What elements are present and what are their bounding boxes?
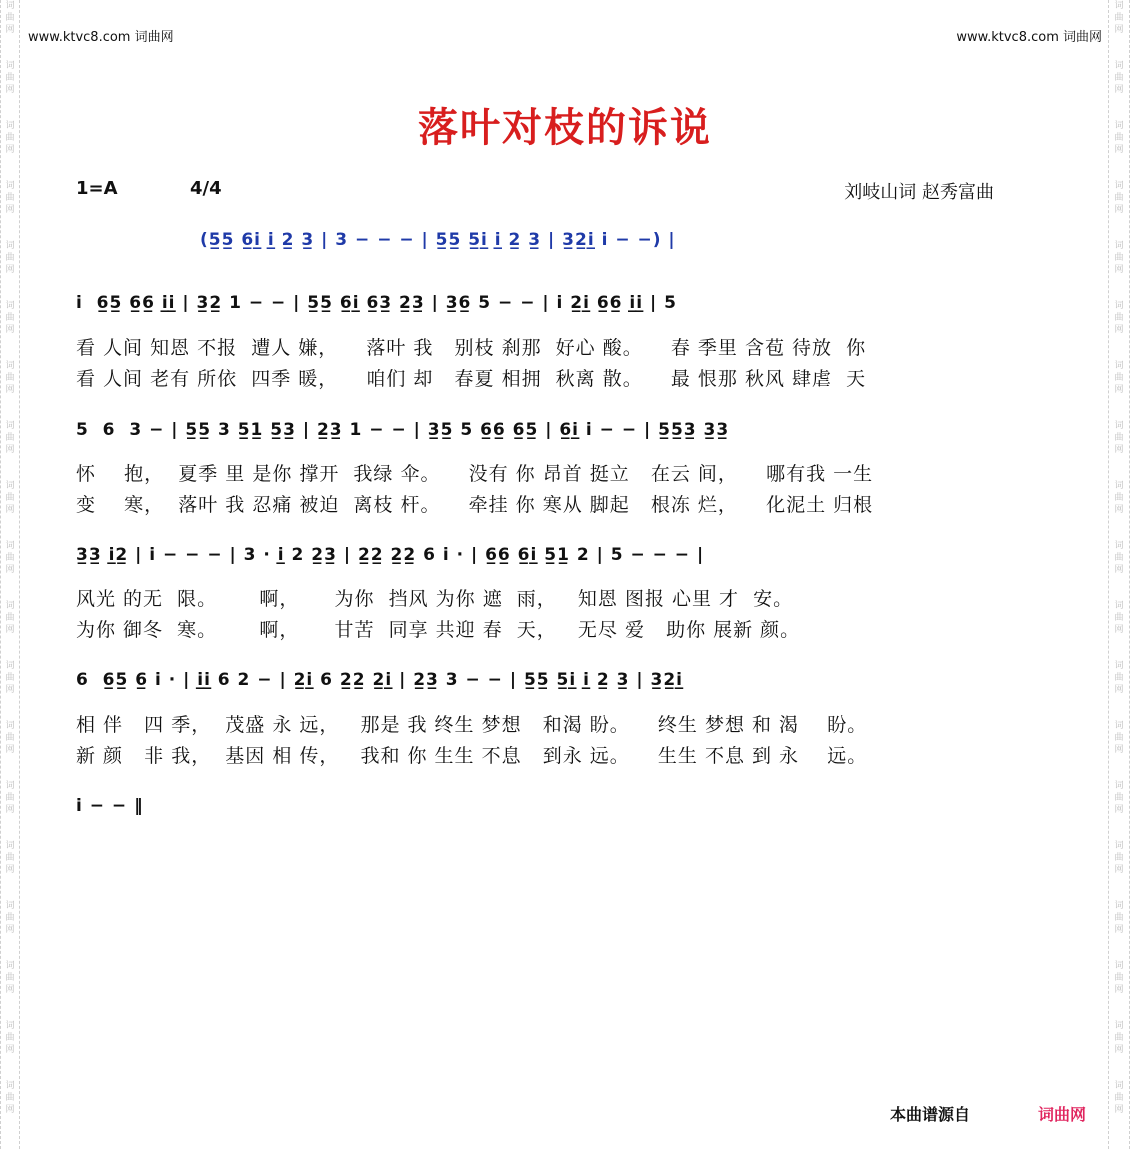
watermark-glyph: 曲 bbox=[1114, 253, 1124, 263]
watermark-glyph-group bbox=[1114, 60, 1123, 96]
watermark-glyph: 曲 bbox=[1114, 853, 1124, 863]
site-watermark-right: www.ktvc8.com 词曲网 bbox=[956, 30, 1102, 45]
watermark-glyph: 曲 bbox=[5, 193, 15, 203]
watermark-glyph: 网 bbox=[5, 505, 15, 515]
watermark-glyph-group bbox=[5, 600, 14, 636]
watermark-glyph: 词 bbox=[5, 1081, 15, 1091]
watermark-glyph: 网 bbox=[1114, 505, 1124, 515]
watermark-glyph: 曲 bbox=[1114, 733, 1124, 743]
watermark-glyph: 网 bbox=[5, 205, 15, 215]
watermark-glyph: 词 bbox=[1114, 541, 1124, 551]
lyric-line-1-verse-1: 看 人间 知恩 不报 遭人 嫌， 落叶 我 别枝 刹那 好心 酸。 春 季里 含苞 待放 你 bbox=[76, 337, 867, 359]
watermark-glyph-group bbox=[1114, 960, 1123, 996]
watermark-glyph: 词 bbox=[5, 121, 15, 131]
watermark-glyph-group bbox=[5, 720, 14, 756]
watermark-glyph: 词 bbox=[5, 361, 15, 371]
watermark-glyph: 网 bbox=[5, 625, 15, 635]
watermark-strip-left bbox=[0, 0, 20, 1149]
watermark-glyph-group bbox=[5, 960, 14, 996]
watermark-glyph-group bbox=[1114, 0, 1123, 36]
watermark-glyph: 词 bbox=[1114, 241, 1124, 251]
watermark-glyph: 网 bbox=[1114, 145, 1124, 155]
watermark-glyph-group bbox=[1114, 300, 1123, 336]
watermark-strip-right bbox=[1108, 0, 1130, 1149]
watermark-glyph-group bbox=[1114, 1080, 1123, 1116]
watermark-glyph: 网 bbox=[1114, 925, 1124, 935]
watermark-glyph: 曲 bbox=[5, 1093, 15, 1103]
watermark-glyph: 词 bbox=[5, 901, 15, 911]
watermark-glyph-group bbox=[1114, 540, 1123, 576]
watermark-glyph-group bbox=[1114, 660, 1123, 696]
lyric-line-2-verse-2: 变 寒， 落叶 我 忍痛 被迫 离枝 杆。 牵挂 你 寒从 脚起 根冻 烂， 化泥土 归根 bbox=[76, 494, 874, 516]
watermark-glyph: 网 bbox=[5, 685, 15, 695]
intro-notation: (5̲5̲ 6̲i̲ i̲ 2̲ 3̲ | 3 − − − | 5̲5̲ 5̲i̲ i̲ 2̲ 3̲ | 3̲2̲i̲ i − −) | bbox=[200, 230, 676, 250]
watermark-glyph: 曲 bbox=[5, 373, 15, 383]
watermark-glyph-group bbox=[5, 540, 14, 576]
watermark-glyph: 词 bbox=[1114, 601, 1124, 611]
watermark-glyph-group bbox=[1114, 780, 1123, 816]
watermark-glyph-group bbox=[5, 840, 14, 876]
watermark-glyph: 曲 bbox=[5, 913, 15, 923]
song-title: 落叶对枝的诉说 bbox=[418, 105, 712, 151]
watermark-glyph: 词 bbox=[5, 301, 15, 311]
watermark-glyph-group bbox=[5, 60, 14, 96]
watermark-glyph-group bbox=[5, 900, 14, 936]
watermark-glyph: 网 bbox=[5, 85, 15, 95]
lyric-line-4-verse-2: 新 颜 非 我， 基因 相 传， 我和 你 生生 不息 到永 远。 生生 不息 到 永 远。 bbox=[76, 745, 868, 767]
watermark-glyph: 网 bbox=[1114, 1045, 1124, 1055]
watermark-glyph: 曲 bbox=[1114, 493, 1124, 503]
watermark-glyph: 词 bbox=[5, 721, 15, 731]
watermark-glyph: 词 bbox=[5, 61, 15, 71]
watermark-glyph: 曲 bbox=[5, 553, 15, 563]
watermark-glyph: 网 bbox=[1114, 1105, 1124, 1115]
watermark-glyph: 网 bbox=[1114, 85, 1124, 95]
watermark-glyph: 曲 bbox=[5, 613, 15, 623]
watermark-glyph: 曲 bbox=[1114, 793, 1124, 803]
lyric-line-1-verse-2: 看 人间 老有 所依 四季 暖， 咱们 却 春夏 相拥 秋离 散。 最 恨那 秋风 肆虐 天 bbox=[76, 368, 867, 390]
watermark-glyph: 词 bbox=[5, 241, 15, 251]
watermark-glyph-group bbox=[5, 360, 14, 396]
watermark-glyph: 词 bbox=[1114, 61, 1124, 71]
watermark-glyph: 词 bbox=[1114, 1081, 1124, 1091]
watermark-glyph: 网 bbox=[5, 925, 15, 935]
watermark-glyph-group bbox=[5, 240, 14, 276]
watermark-glyph: 曲 bbox=[5, 313, 15, 323]
watermark-glyph: 曲 bbox=[5, 673, 15, 683]
watermark-glyph-group bbox=[1114, 720, 1123, 756]
watermark-glyph-group bbox=[5, 0, 14, 36]
watermark-glyph: 曲 bbox=[5, 733, 15, 743]
watermark-glyph: 词 bbox=[1114, 661, 1124, 671]
watermark-glyph: 曲 bbox=[1114, 973, 1124, 983]
watermark-glyph-group bbox=[5, 300, 14, 336]
watermark-glyph-group bbox=[1114, 360, 1123, 396]
watermark-glyph: 网 bbox=[5, 1105, 15, 1115]
watermark-glyph: 曲 bbox=[5, 253, 15, 263]
watermark-glyph: 网 bbox=[1114, 685, 1124, 695]
watermark-glyph: 词 bbox=[5, 1, 15, 11]
watermark-glyph: 网 bbox=[5, 445, 15, 455]
watermark-glyph: 曲 bbox=[1114, 673, 1124, 683]
watermark-glyph: 词 bbox=[1114, 301, 1124, 311]
watermark-glyph: 词 bbox=[5, 1021, 15, 1031]
watermark-glyph: 词 bbox=[1114, 841, 1124, 851]
watermark-glyph: 曲 bbox=[1114, 193, 1124, 203]
lyric-line-2-verse-1: 怀 抱， 夏季 里 是你 撑开 我绿 伞。 没有 你 昂首 挺立 在云 间， 哪有我 一生 bbox=[76, 463, 874, 485]
watermark-glyph: 网 bbox=[5, 325, 15, 335]
time-signature: 4/4 bbox=[190, 178, 222, 199]
watermark-glyph: 词 bbox=[5, 841, 15, 851]
watermark-glyph-group bbox=[1114, 840, 1123, 876]
watermark-glyph: 曲 bbox=[1114, 313, 1124, 323]
watermark-glyph: 网 bbox=[5, 265, 15, 275]
watermark-glyph: 网 bbox=[1114, 745, 1124, 755]
watermark-glyph: 词 bbox=[5, 961, 15, 971]
watermark-glyph: 网 bbox=[5, 565, 15, 575]
watermark-glyph: 词 bbox=[5, 781, 15, 791]
watermark-glyph-group bbox=[1114, 900, 1123, 936]
watermark-glyph: 网 bbox=[5, 145, 15, 155]
watermark-glyph: 网 bbox=[5, 1045, 15, 1055]
watermark-glyph: 词 bbox=[1114, 901, 1124, 911]
watermark-glyph: 词 bbox=[1114, 481, 1124, 491]
watermark-glyph: 曲 bbox=[1114, 1093, 1124, 1103]
watermark-glyph: 曲 bbox=[1114, 913, 1124, 923]
watermark-glyph: 词 bbox=[5, 181, 15, 191]
watermark-glyph-group bbox=[1114, 600, 1123, 636]
watermark-glyph: 曲 bbox=[1114, 1033, 1124, 1043]
lyric-line-3-verse-2: 为你 御冬 寒。 啊， 甘苦 同享 共迎 春 天， 无尽 爱 助你 展新 颜。 bbox=[76, 619, 801, 641]
watermark-glyph: 词 bbox=[5, 601, 15, 611]
watermark-glyph: 曲 bbox=[1114, 433, 1124, 443]
watermark-glyph-group bbox=[1114, 1020, 1123, 1056]
watermark-glyph-group bbox=[5, 1080, 14, 1116]
watermark-glyph-group bbox=[1114, 480, 1123, 516]
notation-line-3: 3̲3̲ i̲2̲ | i − − − | 3 · i̲ 2 2̲3̲ | 2̲2̲ 2̲2̲ 6 i · | 6̲6̲ 6̲i̲ 5̲1̲ 2 | 5 − − − | bbox=[76, 545, 705, 565]
watermark-glyph: 曲 bbox=[5, 433, 15, 443]
watermark-glyph: 曲 bbox=[5, 793, 15, 803]
watermark-glyph-group bbox=[5, 480, 14, 516]
notation-line-1: i 6̲5̲ 6̲6̲ i̲i̲ | 3̲2̲ 1 − − | 5̲5̲ 6̲i̲ 6̲3̲ 2̲3̲ | 3̲6̲ 5 − − | i 2̲i̲ 6̲6̲ i̲i̲ | 5 bbox=[76, 293, 677, 313]
notation-line-2: 5 6 3 − | 5̲5̲ 3 5̲1̲ 5̲3̲ | 2̲3̲ 1 − − | 3̲5̲ 5 6̲6̲ 6̲5̲ | 6̲i̲ i − − | 5̲5̲3̲ 3̲3̲ bbox=[76, 420, 730, 440]
watermark-glyph: 词 bbox=[1114, 121, 1124, 131]
watermark-glyph: 网 bbox=[5, 865, 15, 875]
notation-line-5-ending: i − − ‖ bbox=[76, 796, 144, 816]
watermark-glyph: 曲 bbox=[1114, 133, 1124, 143]
watermark-glyph: 网 bbox=[1114, 565, 1124, 575]
watermark-glyph: 曲 bbox=[5, 973, 15, 983]
watermark-glyph: 词 bbox=[1114, 1021, 1124, 1031]
watermark-glyph: 网 bbox=[1114, 625, 1124, 635]
watermark-glyph: 网 bbox=[1114, 805, 1124, 815]
watermark-glyph: 词 bbox=[1114, 721, 1124, 731]
watermark-glyph: 网 bbox=[1114, 265, 1124, 275]
watermark-glyph-group bbox=[1114, 240, 1123, 276]
watermark-glyph: 词 bbox=[1114, 361, 1124, 371]
watermark-glyph: 曲 bbox=[1114, 373, 1124, 383]
watermark-glyph: 网 bbox=[1114, 325, 1124, 335]
watermark-glyph: 词 bbox=[5, 421, 15, 431]
watermark-glyph: 词 bbox=[1114, 421, 1124, 431]
watermark-glyph-group bbox=[1114, 420, 1123, 456]
site-watermark-left: www.ktvc8.com 词曲网 bbox=[28, 30, 174, 45]
watermark-glyph: 曲 bbox=[5, 1033, 15, 1043]
watermark-glyph: 曲 bbox=[1114, 553, 1124, 563]
watermark-glyph: 曲 bbox=[5, 853, 15, 863]
watermark-glyph: 词 bbox=[1114, 961, 1124, 971]
watermark-glyph-group bbox=[5, 420, 14, 456]
lyric-line-4-verse-1: 相 伴 四 季， 茂盛 永 远， 那是 我 终生 梦想 和渴 盼。 终生 梦想 和 渴 盼。 bbox=[76, 714, 868, 736]
watermark-glyph: 曲 bbox=[5, 73, 15, 83]
source-site-logo[interactable]: 词曲网 bbox=[1038, 1105, 1087, 1124]
watermark-glyph: 网 bbox=[5, 805, 15, 815]
watermark-glyph: 网 bbox=[5, 25, 15, 35]
watermark-glyph: 网 bbox=[5, 385, 15, 395]
watermark-glyph: 网 bbox=[1114, 985, 1124, 995]
watermark-glyph: 曲 bbox=[1114, 73, 1124, 83]
watermark-glyph: 词 bbox=[5, 481, 15, 491]
credit-line: 刘岐山词 赵秀富曲 bbox=[844, 182, 994, 203]
watermark-glyph: 曲 bbox=[5, 133, 15, 143]
watermark-glyph-group bbox=[1114, 180, 1123, 216]
watermark-glyph: 词 bbox=[5, 661, 15, 671]
watermark-glyph-group bbox=[5, 1020, 14, 1056]
watermark-glyph: 网 bbox=[1114, 205, 1124, 215]
watermark-glyph: 词 bbox=[1114, 781, 1124, 791]
watermark-glyph: 词 bbox=[1114, 181, 1124, 191]
watermark-glyph: 网 bbox=[5, 745, 15, 755]
notation-line-4: 6 6̲5̲ 6̲ i · | i̲i̲ 6 2 − | 2̲i̲ 6 2̲2̲ 2̲i̲ | 2̲3̲ 3 − − | 5̲5̲ 5̲i̲ i̲ 2̲ 3̲ | 3̲2̲i̲ bbox=[76, 670, 683, 690]
lyric-line-3-verse-1: 风光 的无 限。 啊， 为你 挡风 为你 遮 雨， 知恩 图报 心里 才 安。 bbox=[76, 588, 794, 610]
watermark-glyph: 网 bbox=[5, 985, 15, 995]
watermark-glyph: 曲 bbox=[5, 493, 15, 503]
watermark-glyph: 词 bbox=[1114, 1, 1124, 11]
watermark-glyph: 曲 bbox=[1114, 613, 1124, 623]
key-signature: 1=A bbox=[76, 178, 118, 199]
watermark-glyph-group bbox=[5, 660, 14, 696]
watermark-glyph: 曲 bbox=[5, 13, 15, 23]
watermark-glyph: 网 bbox=[1114, 385, 1124, 395]
watermark-glyph: 曲 bbox=[1114, 13, 1124, 23]
watermark-glyph: 词 bbox=[5, 541, 15, 551]
source-label: 本曲谱源自 bbox=[890, 1105, 971, 1124]
watermark-glyph: 网 bbox=[1114, 25, 1124, 35]
watermark-glyph: 网 bbox=[1114, 865, 1124, 875]
watermark-glyph-group bbox=[5, 780, 14, 816]
watermark-glyph-group bbox=[5, 180, 14, 216]
watermark-glyph: 网 bbox=[1114, 445, 1124, 455]
